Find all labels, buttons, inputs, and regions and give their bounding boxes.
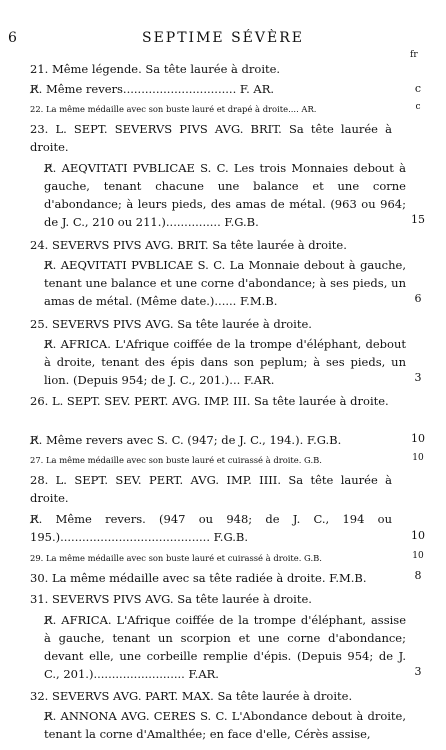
entry-text: 23. L. SEPT. SEVERVS PIVS AVG. BRIT. Sa tête laurée à droite. <box>30 122 392 154</box>
entry-price: 15 <box>411 213 425 226</box>
page-number: 6 <box>8 30 17 46</box>
entry-text: 24. SEVERVS PIVS AVG. BRIT. Sa tête laurée à droite. <box>30 238 347 252</box>
entry-text: R̸. Même revers............................... F. AR. <box>30 82 275 96</box>
entry-text: 26. L. SEPT. SEV. PERT. AVG. IMP. III. Sa tête laurée à droite. <box>30 394 389 408</box>
entry-text: 29. La même médaille avec son buste lauré et cuirassé à droite. G.B. <box>30 553 322 563</box>
entry-price: 6 <box>414 292 422 305</box>
entry-price: c <box>414 82 422 95</box>
entry-text: 31. SEVERVS PIVS AVG. Sa tête laurée à droite. <box>30 592 312 606</box>
entry-price: 8 <box>414 569 422 582</box>
entry-text: R̸. Même revers. (947 ou 948; de J. C., 194 ou 195.)......................................... F.G.B. <box>30 512 392 544</box>
entry-text: R̸. ANNONA AVG. CERES S. C. L'Abondance debout à droite, tenant la corne d'Amalthée; en face d'elle, Cérès assise, <box>44 709 406 741</box>
entry-text: 21. Même légende. Sa tête laurée à droite. <box>30 62 281 76</box>
entry-text: 27. La même médaille avec son buste lauré et cuirassé à droite. G.B. <box>30 455 322 465</box>
entry-text: R̸. AFRICA. L'Afrique coiffée de la trompe d'éléphant, assise à gauche, tenant un scorpion et une corne d'abondance; devant elle, une corbeille remplie d'épis. (Depuis 954; de J. C., 201.)......................... F.AR. <box>44 613 406 681</box>
entry-text: 30. La même médaille avec sa tête radiée à droite. F.M.B. <box>30 571 367 585</box>
entry-text: R̸. AEQVITATI PVBLICAE S. C. La Monnaie debout à gauche, tenant une balance et une corne d'abondance; à ses pieds, un amas de métal. (Même date.)...... F.M.B. <box>44 258 406 308</box>
entry-text: 25. SEVERVS PIVS AVG. Sa tête laurée à droite. <box>30 317 312 331</box>
entry-price: 3 <box>414 665 422 678</box>
entry-text: 22. La même médaille avec son buste lauré et drapé à droite.... AR. <box>30 104 317 114</box>
entry-price: 3 <box>414 371 422 384</box>
entry-text: R̸. Même revers avec S. C. (947; de J. C., 194.). F.G.B. <box>30 433 342 447</box>
entry-price: 10 <box>411 529 425 542</box>
price-column-label: fr <box>410 50 418 60</box>
entry-text: R̸. AFRICA. L'Afrique coiffée de la trompe d'éléphant, debout à droite, tenant des épis dans son peplum; à ses pieds, un lion. (Depuis 954; de J. C., 201.)... F.AR. <box>44 337 406 387</box>
entry-price: c <box>415 102 421 112</box>
entry-text: R̸. AEQVITATI PVBLICAE S. C. Les trois Monnaies debout à gauche, tenant chacune une balance et une corne d'abondance; à leurs pieds, des amas de métal. (963 ou 964; de J. C., 210 ou 211.)............... F.G.B. <box>44 161 406 229</box>
entry-price: 10 <box>412 453 424 463</box>
entry-price: 10 <box>411 432 425 445</box>
page-title: SEPTIME SÉVÈRE <box>141 30 304 46</box>
entry-price: 10 <box>412 551 424 561</box>
entry-text: 28. L. SEPT. SEV. PERT. AVG. IMP. IIII. Sa tête laurée à droite. <box>30 473 392 505</box>
entry-text: 32. SEVERVS AVG. PART. MAX. Sa tête laurée à droite. <box>30 689 353 703</box>
